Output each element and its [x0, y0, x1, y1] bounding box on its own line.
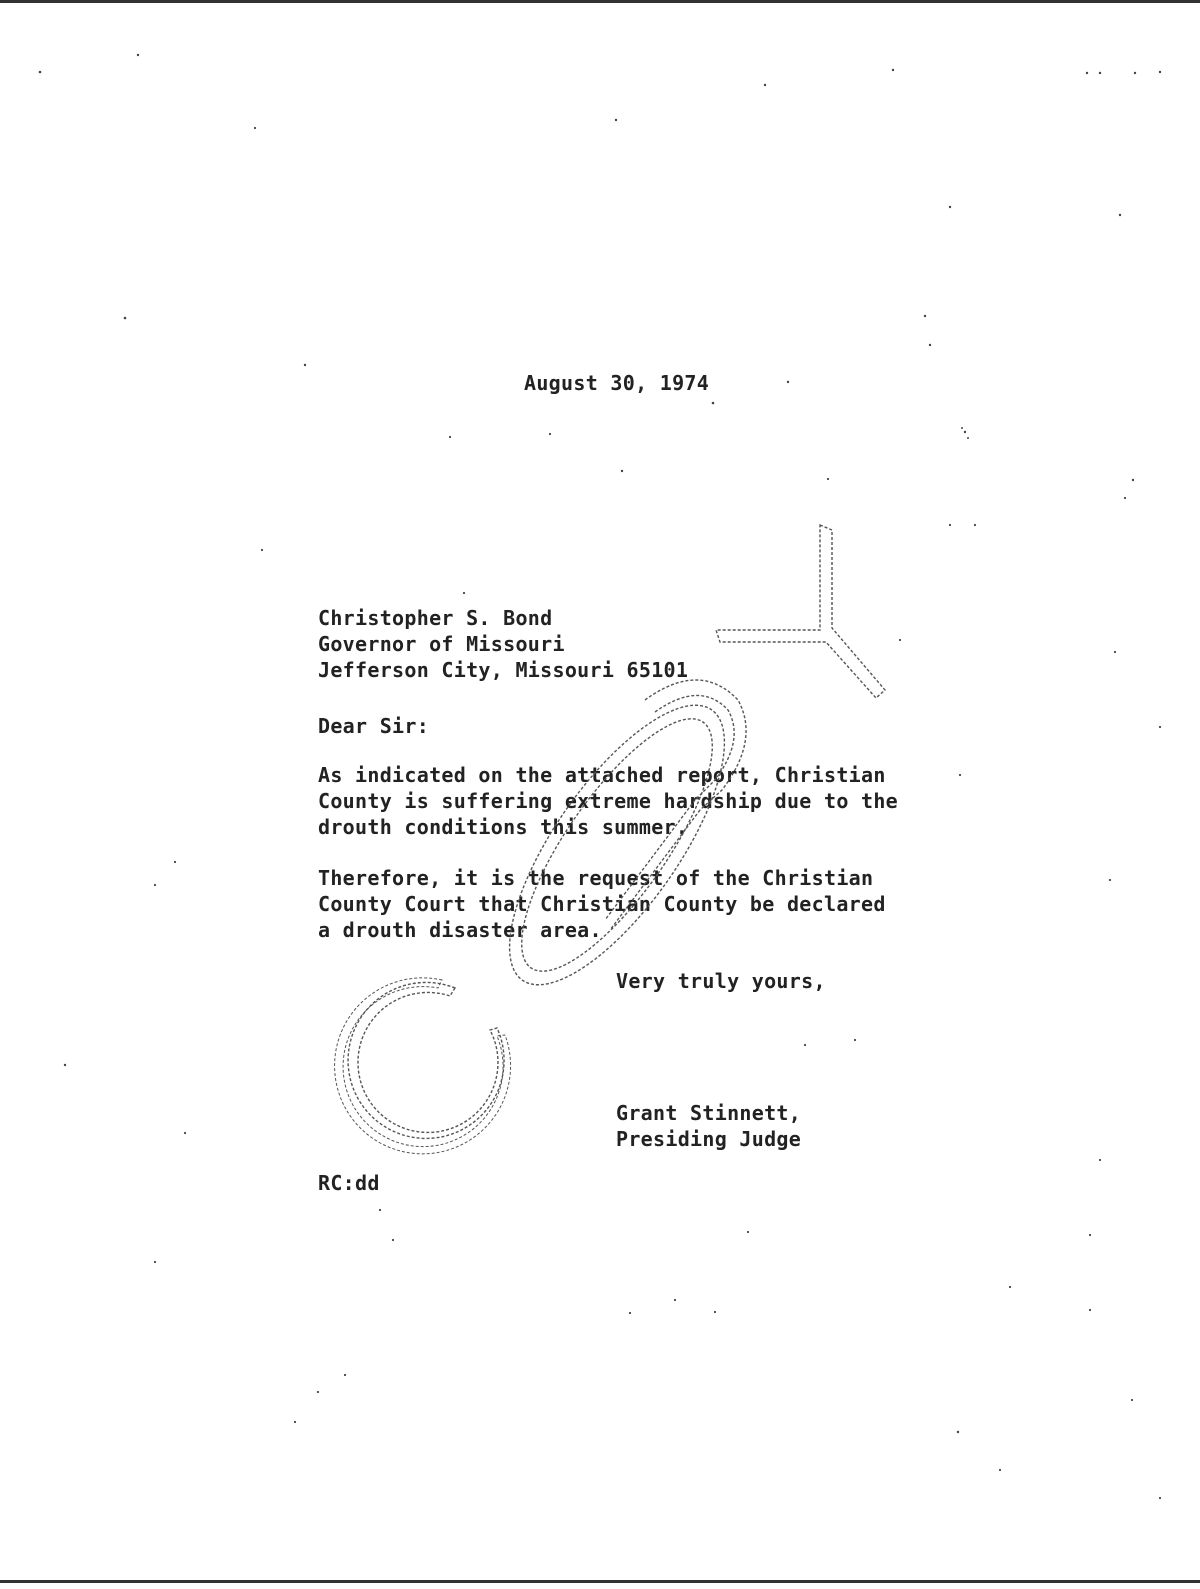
page-bottom-edge [0, 1580, 1200, 1583]
recipient-address-block [318, 605, 688, 683]
typist-initials: RC:dd [318, 1171, 380, 1195]
recipient-name: Christopher S. Bond [318, 606, 553, 630]
paragraph-1-line: drouth conditions this summer. [318, 815, 689, 839]
signer-title: Presiding Judge [616, 1127, 802, 1151]
paragraph-2-line: a drouth disaster area. [318, 918, 602, 942]
paragraph-1-line: As indicated on the attached report, Christian [318, 763, 886, 787]
stamp-letter-y [716, 525, 885, 698]
page-top-edge [0, 0, 1200, 3]
paragraph-2-line: Therefore, it is the request of the Christian [318, 866, 874, 890]
paragraph-2-line: County Court that Christian County be declared [318, 892, 886, 916]
paragraph-1 [318, 762, 898, 840]
signer-name: Grant Stinnett, [616, 1101, 802, 1125]
recipient-title: Governor of Missouri [318, 632, 565, 656]
paragraph-1-line: County is suffering extreme hardship due to the [318, 789, 899, 813]
letter-date: August 30, 1974 [524, 371, 710, 395]
closing: Very truly yours, [616, 969, 826, 993]
recipient-address: Jefferson City, Missouri 65101 [318, 658, 689, 682]
stamp-letter-o [472, 674, 763, 1015]
signature-block [616, 1100, 801, 1152]
stamp-letter-c [335, 978, 511, 1154]
paragraph-2 [318, 865, 886, 943]
salutation: Dear Sir: [318, 714, 430, 738]
